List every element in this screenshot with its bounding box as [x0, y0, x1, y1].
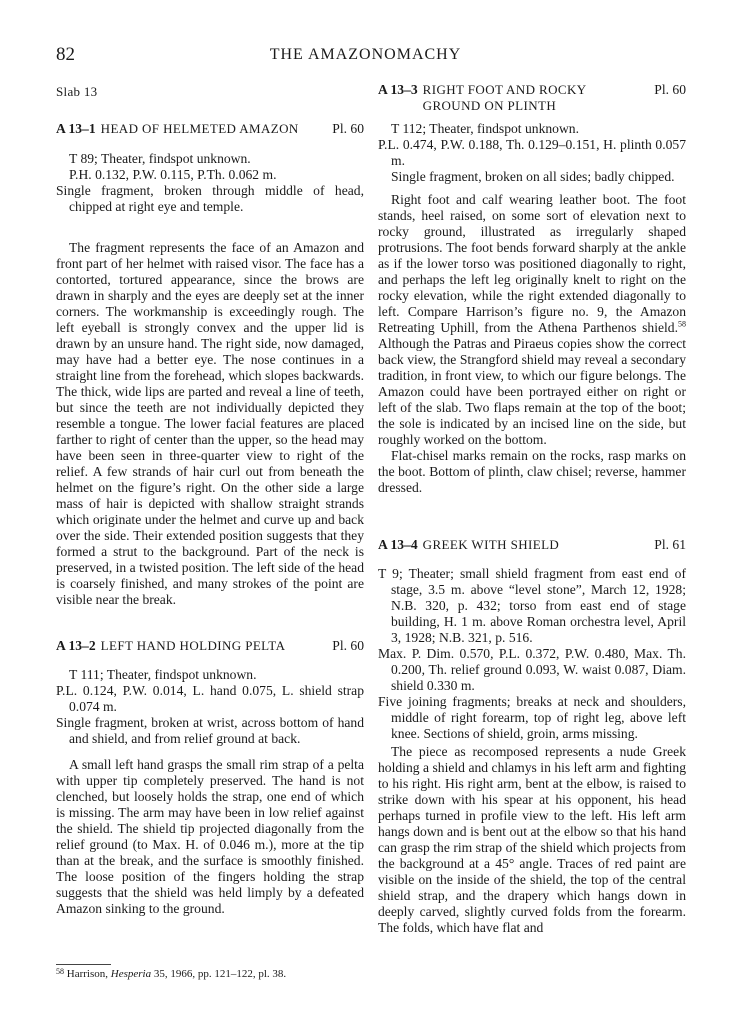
entry-dimensions: Max. P. Dim. 0.570, P.L. 0.372, P.W. 0.480, Max. Th. 0.200, Th. relief ground 0.093, W. waist 0.087, Diam. shield 0.330 m.	[378, 646, 686, 693]
slab-label: Slab 13	[56, 84, 98, 99]
entry-description: The piece as recomposed represents a nude Greek holding a shield and chlamys in his left arm and fighting to his right. His right arm, bent at the elbow, is raised to strike down with his spear at his opponent, his head perhaps turned in profile view to the left. His left arm hangs down and is bent out at the elbow so that his hand can grasp the rim strap of the shield which projects from the background at a 45° angle. Traces of red paint are visible on the inside of the shield, the top of the central shield strap, and the drapery which hangs down in deeply carved, slightly curved folds from the forearm. The folds, which have flat and	[378, 744, 686, 935]
entry-code: A 13–4	[378, 537, 418, 552]
entry-title: LEFT HAND HOLDING PELTA	[100, 638, 286, 653]
entry-code: A 13–1	[56, 121, 96, 136]
entry-plate: Pl. 60	[332, 638, 364, 653]
footnote-journal: Hesperia	[110, 968, 152, 980]
entry-heading-a13-2	[56, 638, 364, 654]
running-title: THE AMAZONOMACHY	[269, 46, 462, 63]
entry-meta-a13-2	[56, 667, 364, 747]
entry-condition: Single fragment, broken at wrist, across bottom of hand and shield, and from relief ground at back.	[56, 715, 364, 746]
entry-title: HEAD OF HELMETED AMAZON	[100, 121, 299, 136]
entry-description-a13-4	[378, 744, 686, 936]
entry-meta-a13-1	[56, 151, 364, 215]
entry-dimensions: P.L. 0.474, P.W. 0.188, Th. 0.129–0.151, H. plinth 0.057 m.	[378, 137, 686, 168]
entry-heading-a13-4	[378, 537, 686, 553]
entry-condition: Single fragment, broken on all sides; badly chipped.	[391, 169, 675, 184]
entry-heading-a13-3	[378, 82, 686, 114]
entry-plate: Pl. 60	[332, 121, 364, 136]
footnote-rule	[56, 964, 111, 965]
page-number: 82	[56, 44, 75, 65]
entry-description-a13-1	[56, 240, 364, 608]
entry-description-a13-3	[378, 192, 686, 496]
entry-title: GREEK WITH SHIELD	[422, 537, 560, 552]
entry-catalog: T 111; Theater, findspot unknown.	[69, 667, 257, 682]
entry-code: A 13–3	[378, 82, 418, 97]
entry-description: Right foot and calf wearing leather boot. The foot stands, heel raised, on some sort of elevation next to rocky ground, illustrated as irregularly shaped protrusions. The foot bends forward sharply at the ankle as if the lower torso was positioned diagonally to right, and perhaps the left leg originally knelt to right on the rocky elevation, while the right extended diagonally to left. Compare Harrison’s figure no. 9, the Amazon Retreating Uphill, from the Athena Parthenos shield.$^{58}$ Although the Patras and Piraeus copies show the correct back view, the Strangford shield may reveal a secondary tradition, in front view, to which our figure belongs. The Amazon could have been portrayed either on right or left of the slab. Two flaps remain at the top of the boot; the sole is indicated by an incised line on the side, but roughly worked on the bottom.	[378, 192, 686, 447]
entry-plate: Pl. 61	[654, 537, 686, 552]
entry-description-a13-2	[56, 757, 364, 917]
entry-dimensions: P.H. 0.132, P.W. 0.115, P.Th. 0.062 m.	[69, 167, 277, 182]
entry-description: A small left hand grasps the small rim strap of a pelta with upper tip completely preserved. The hand is not clenched, but loosely holds the strap, one end of which is missing. The arm may have been in low relief against the shield. The shield tip projected diagonally from the relief ground (to Max. H. of 0.046 m.), more at the tip than at the break, and the surface is smoothly finished. The loose position of the fingers holding the strap suggests that the shield was held limply by a defeated Amazon sinking to the ground.	[56, 757, 364, 916]
entry-condition: Five joining fragments; breaks at neck and shoulders, middle of right forearm, top of right leg, above left knee. Sections of shield, groin, arms missing.	[378, 694, 686, 741]
entry-meta-a13-3	[378, 121, 686, 185]
footnote: $^{58}$ Harrison, Hesperia 35, 1966, pp. 121–122, pl. 38.	[56, 967, 287, 980]
entry-catalog: T 89; Theater, findspot unknown.	[69, 151, 251, 166]
entry-catalog: T 112; Theater, findspot unknown.	[391, 121, 579, 136]
entry-dimensions: P.L. 0.124, P.W. 0.014, L. hand 0.075, L. shield strap 0.074 m.	[56, 683, 364, 714]
entry-catalog: T 9; Theater; small shield fragment from east end of stage, 3.5 m. above “level stone”, March 12, 1928; N.B. 320, p. 432; torso from east end of stage building, H. 1 m. above Roman orchestra level, April 3, 1928; N.B. 321, p. 516.	[378, 566, 686, 645]
entry-condition: Single fragment, broken through middle of head, chipped at right eye and temple.	[56, 183, 364, 214]
entry-plate: Pl. 60	[654, 82, 686, 97]
footnote-ref: 58	[678, 319, 686, 329]
footnote-id: 58	[56, 967, 64, 976]
entry-heading-a13-1	[56, 121, 364, 137]
entry-tool-marks: Flat-chisel marks remain on the rocks, rasp marks on the boot. Bottom of plinth, claw chisel; reverse, hammer dressed.	[378, 448, 686, 495]
entry-meta-a13-4	[378, 566, 686, 742]
entry-description: The fragment represents the face of an Amazon and front part of her helmet with raised visor. The face has a contorted, tortured appearance, since the brows are drawn in sharply and the eyes are deeply set at the inner corners. The workmanship is exceedingly rough. The left eyeball is strongly convex and the upper lid is drawn by an unsure hand. The right side, now damaged, may have had a better eye. The nose continues in a straight line from the forehead, which slopes backwards. The thick, wide lips are parted and reveal a line of teeth, but since the teeth are not individually depicted they resemble a tongue. The lower facial features are placed farther to right of center than the upper, so the head may have been seen in three-quarter view to right of the relief. A few strands of hair curl out from beneath the helmet on the figure’s right. On the other side a large mass of hair is depicted with shallow straight strands which originate under the helmet and curve up and back over the side. Their extended position suggests that they formed a strut to the background. Part of the neck is preserved, in a twisted position. The left side of the head is coarsely finished, and many strokes of the point are visible near the break.	[56, 240, 364, 607]
entry-code: A 13–2	[56, 638, 96, 653]
entry-title: RIGHT FOOT AND ROCKY GROUND ON PLINTH	[422, 82, 587, 113]
